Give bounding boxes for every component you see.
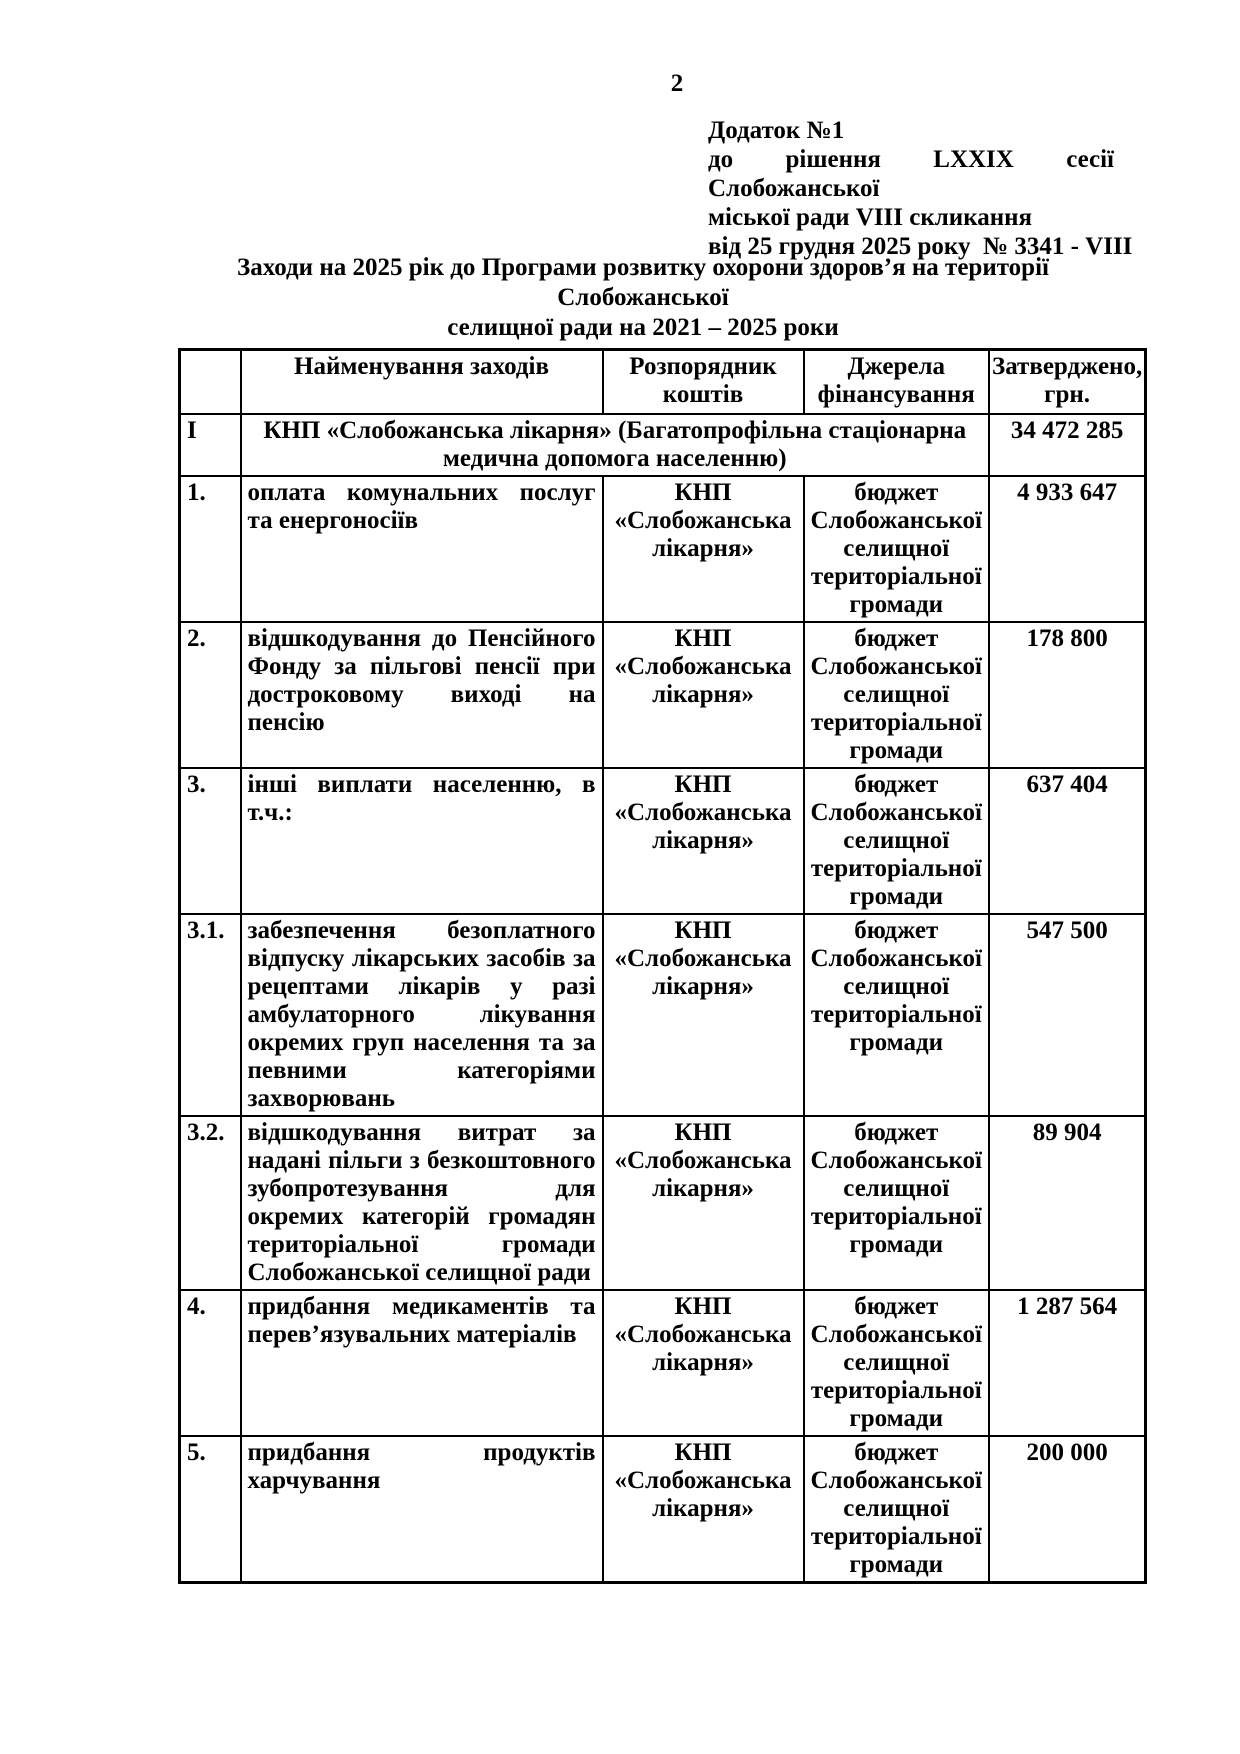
fund-manager-cell: КНП «Слобожанська лікарня» [603,768,804,914]
approved-amount-cell: 200 000 [989,1436,1146,1583]
table-row [180,476,1146,622]
measure-name-cell: оплата комунальних послуг та енергоносіїв [241,476,603,622]
title-line-2: селищної ради на 2021 – 2025 роки [447,314,839,341]
row-number-cell: 3. [180,768,241,914]
measure-name-cell: інші виплати населенню, в т.ч.: [241,768,603,914]
measure-name-cell: відшкодування до Пенсійного Фонду за пільгові пенсії при достроковому виході на пенсію [241,622,603,768]
row-number-cell: 2. [180,622,241,768]
row-number-cell: 3.1. [180,914,241,1116]
title-line-1: Заходи на 2025 рік до Програми розвитку охорони здоров’я на території Слобожанської [237,254,1062,311]
measure-name-cell: придбання медикаментів та перев’язувальних матеріалів [241,1290,603,1436]
header-number-column [180,350,241,415]
annex-line-2: до рішення LXXIX сесії Слобожанської [708,146,1114,202]
section-name-cell: КНП «Слобожанська лікарня» (Багатопрофільна стаціонарна медична допомога населенню) [241,414,990,476]
row-number-cell: 1. [180,476,241,622]
table-row [180,914,1146,1116]
measure-name-cell: відшкодування витрат за надані пільги з безкоштовного зубопротезування для окремих категорій громадян територіальної громади Слобожанської селищної ради [241,1116,603,1290]
row-number-cell: 5. [180,1436,241,1583]
table-row [180,1290,1146,1436]
fund-manager-cell: КНП «Слобожанська лікарня» [603,622,804,768]
annex-line-1: Додаток №1 [708,117,845,144]
table-row [180,622,1146,768]
funding-source-cell: бюджет Слобожанської селищної територіальної громади [804,1436,990,1583]
annex-line-4: від 25 грудня 2025 року № 3341 - VIII [708,233,1133,260]
measures-table [178,348,1147,1584]
table-header-row [180,350,1146,415]
measure-name-cell: забезпечення безоплатного відпуску лікарських засобів за рецептами лікарів у разі амбулаторного лікування окремих груп населення та за певними категоріями захворювань [241,914,603,1116]
funding-source-cell: бюджет Слобожанської селищної територіальної громади [804,768,990,914]
measures-table-body [180,350,1146,1583]
measure-name-cell: придбання продуктів харчування [241,1436,603,1583]
header-measure-name: Найменування заходів [241,350,603,415]
funding-source-cell: бюджет Слобожанської селищної територіальної громади [804,1116,990,1290]
header-approved-amount: Затверджено, грн. [989,350,1146,415]
approved-amount-cell: 4 933 647 [989,476,1146,622]
row-number-cell: 3.2. [180,1116,241,1290]
section-row [180,414,1146,476]
page-number: 2 [670,70,684,97]
funding-source-cell: бюджет Слобожанської селищної територіальної громади [804,914,990,1116]
section-approved-amount-cell: 34 472 285 [989,414,1146,476]
fund-manager-cell: КНП «Слобожанська лікарня» [603,1116,804,1290]
approved-amount-cell: 547 500 [989,914,1146,1116]
approved-amount-cell: 178 800 [989,622,1146,768]
funding-source-cell: бюджет Слобожанської селищної територіальної громади [804,476,990,622]
approved-amount-cell: 89 904 [989,1116,1146,1290]
fund-manager-cell: КНП «Слобожанська лікарня» [603,1436,804,1583]
approved-amount-cell: 637 404 [989,768,1146,914]
fund-manager-cell: КНП «Слобожанська лікарня» [603,476,804,622]
table-row [180,1116,1146,1290]
funding-source-cell: бюджет Слобожанської селищної територіальної громади [804,622,990,768]
fund-manager-cell: КНП «Слобожанська лікарня» [603,1290,804,1436]
annex-line-3: міської ради VIII скликання [708,204,1033,231]
table-row [180,768,1146,914]
header-funding-source: Джерела фінансування [804,350,990,415]
annex-reference-block [708,116,1133,261]
document-title [168,253,1118,343]
row-number-cell: 4. [180,1290,241,1436]
approved-amount-cell: 1 287 564 [989,1290,1146,1436]
section-number-cell: І [180,414,241,476]
funding-source-cell: бюджет Слобожанської селищної територіальної громади [804,1290,990,1436]
table-row [180,1436,1146,1583]
fund-manager-cell: КНП «Слобожанська лікарня» [603,914,804,1116]
header-fund-manager: Розпорядник коштів [603,350,804,415]
